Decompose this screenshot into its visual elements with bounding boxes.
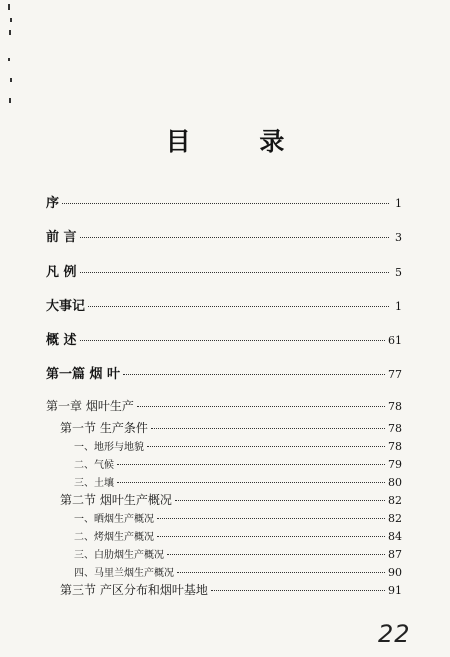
dot-leader xyxy=(175,500,385,501)
dot-leader xyxy=(117,482,385,483)
toc-entry-page-number: 1 xyxy=(395,300,402,313)
toc-entry-label: 第二节 烟叶生产概况 xyxy=(60,493,172,507)
toc-entry-page-number: 91 xyxy=(388,584,402,597)
toc-entry-label: 大事记 xyxy=(46,299,86,314)
toc-entry[interactable] xyxy=(46,295,402,314)
toc-entry[interactable] xyxy=(60,581,402,598)
dot-leader xyxy=(147,446,385,447)
dot-leader xyxy=(167,554,385,555)
toc-entry-label: 概 述 xyxy=(46,333,77,348)
dot-leader xyxy=(117,464,385,465)
toc-entry-label: 第一篇 烟 叶 xyxy=(46,367,121,382)
toc-entry-label: 二、气候 xyxy=(74,460,114,471)
toc-entry-page-number: 82 xyxy=(388,512,402,525)
toc-entry-page-number: 5 xyxy=(395,266,402,279)
toc-entry[interactable] xyxy=(74,474,402,489)
dot-leader xyxy=(211,590,385,591)
toc-entry[interactable] xyxy=(46,363,402,382)
toc-entry-page-number: 77 xyxy=(388,368,402,381)
toc-entry[interactable] xyxy=(74,528,402,543)
dot-leader xyxy=(137,406,385,407)
toc-entry[interactable] xyxy=(74,510,402,525)
binding-marks xyxy=(6,0,20,120)
toc-entry-page-number: 1 xyxy=(395,197,402,210)
toc-entry-page-number: 79 xyxy=(388,458,402,471)
toc-entry-label: 前 言 xyxy=(46,230,77,245)
dot-leader xyxy=(80,340,385,341)
toc-entry-page-number: 80 xyxy=(388,476,402,489)
toc-entry-label: 二、烤烟生产概况 xyxy=(74,532,154,543)
dot-leader xyxy=(80,272,389,273)
toc-entry[interactable] xyxy=(46,329,402,348)
toc-entry-label: 第一章 烟叶生产 xyxy=(46,399,134,413)
toc-entry[interactable] xyxy=(60,491,402,508)
toc-entry[interactable] xyxy=(46,226,402,245)
toc-entry[interactable] xyxy=(74,456,402,471)
toc-entry-page-number: 90 xyxy=(388,566,402,579)
page-title: 目 录 xyxy=(165,127,315,156)
handwritten-page-number: 22 xyxy=(378,620,411,648)
toc-entry-page-number: 78 xyxy=(388,400,402,413)
dot-leader xyxy=(62,203,389,204)
dot-leader xyxy=(123,374,385,375)
toc-entry-page-number: 78 xyxy=(388,422,402,435)
dot-leader xyxy=(157,518,385,519)
toc-entry-label: 第一节 生产条件 xyxy=(60,421,148,435)
toc-entry-page-number: 3 xyxy=(395,231,402,244)
toc-entry[interactable] xyxy=(46,192,402,211)
toc-entry-page-number: 87 xyxy=(388,548,402,561)
toc-entry-label: 凡 例 xyxy=(46,265,77,280)
toc-entry-page-number: 61 xyxy=(388,334,402,347)
toc-entry[interactable] xyxy=(60,419,402,436)
toc-entry-label: 一、晒烟生产概况 xyxy=(74,514,154,525)
toc-entry[interactable] xyxy=(46,261,402,280)
toc-entry[interactable] xyxy=(74,546,402,561)
toc-entry-label: 一、地形与地貌 xyxy=(74,442,144,453)
toc-entry-page-number: 82 xyxy=(388,494,402,507)
toc-entry-page-number: 78 xyxy=(388,440,402,453)
toc-entry[interactable] xyxy=(74,564,402,579)
dot-leader xyxy=(80,237,389,238)
dot-leader xyxy=(157,536,385,537)
dot-leader xyxy=(177,572,385,573)
toc-entry-label: 三、白肋烟生产概况 xyxy=(74,550,164,561)
toc-entry[interactable] xyxy=(46,397,402,414)
dot-leader xyxy=(151,428,385,429)
toc-entry-label: 三、土壤 xyxy=(74,478,114,489)
toc-entry[interactable] xyxy=(74,438,402,453)
toc-entry-label: 第三节 产区分布和烟叶基地 xyxy=(60,583,208,597)
toc-entry-label: 四、马里兰烟生产概况 xyxy=(74,568,174,579)
toc-entry-page-number: 84 xyxy=(388,530,402,543)
toc-entry-label: 序 xyxy=(46,196,60,211)
dot-leader xyxy=(88,306,389,307)
